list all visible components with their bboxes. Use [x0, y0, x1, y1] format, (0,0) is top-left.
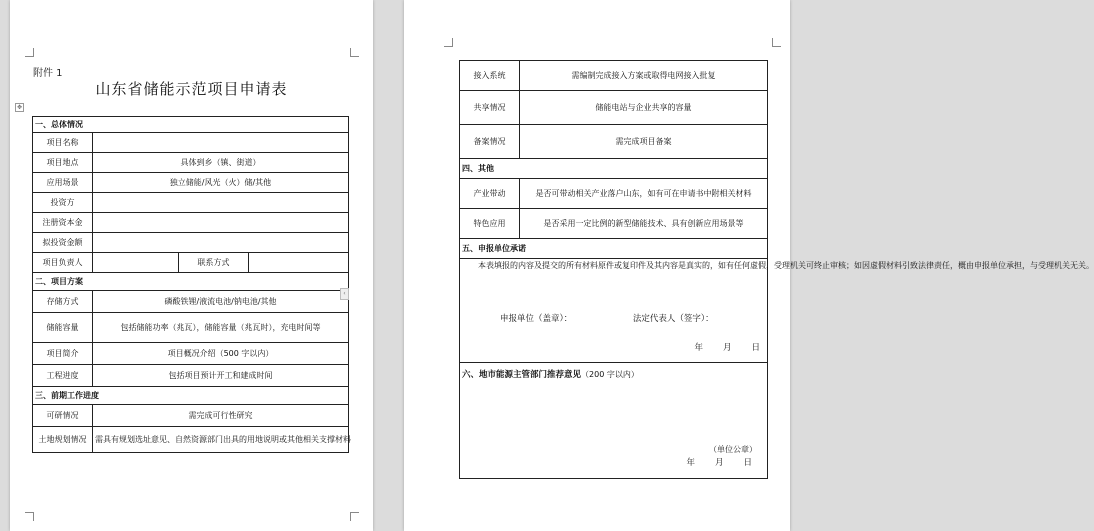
field-label: 项目负责人 [33, 253, 93, 273]
field-label: 拟投资金额 [33, 233, 93, 253]
field-label: 应用场景 [33, 173, 93, 193]
application-form-table [32, 116, 349, 453]
field-label: 储能容量 [33, 313, 93, 343]
section-heading: 三、前期工作进度 [33, 387, 349, 405]
legal-rep-signature-label: 法定代表人（签字）： [632, 314, 714, 324]
margin-corner-mark [25, 512, 34, 521]
page-splitter-handle[interactable]: ‹ [340, 288, 349, 300]
field-label: 存储方式 [33, 291, 93, 313]
margin-corner-mark [772, 38, 781, 47]
applicant-seal-label: 申报单位（盖章）： [500, 314, 573, 324]
field-value-cell[interactable]: 是否采用一定比例的新型储能技术、具有创新应用场景等 [520, 209, 768, 239]
field-label: 投资方 [33, 193, 93, 213]
document-title: 山东省储能示范项目申请表 [95, 80, 288, 98]
section-heading: 一、总体情况 [33, 117, 349, 133]
document-page-left [10, 0, 373, 531]
field-label: 注册资本金 [33, 213, 93, 233]
field-label: 工程进度 [33, 365, 93, 387]
field-value-cell[interactable]: 是否可带动相关产业落户山东，如有可在申请书中附相关材料 [520, 179, 768, 209]
field-value-cell[interactable]: 项目概况介绍（500 字以内） [93, 343, 349, 365]
field-label: 可研情况 [33, 405, 93, 427]
field-value-cell[interactable]: 独立储能/风光（火）储/其他 [93, 173, 349, 193]
field-value-cell[interactable] [93, 133, 349, 153]
field-value-cell[interactable]: 需完成可行性研究 [93, 405, 349, 427]
field-label: 项目名称 [33, 133, 93, 153]
field-value-cell[interactable]: 包括储能功率（兆瓦），储能容量（兆瓦时），充电时间等 [93, 313, 349, 343]
field-value-cell[interactable]: 需完成项目备案 [520, 125, 768, 159]
section-heading: 五、申报单位承诺 [460, 239, 768, 259]
section-heading: 六、地市能源主管部门推荐意见 [462, 370, 582, 381]
margin-corner-mark [25, 48, 34, 57]
attachment-label: 附件 1 [33, 68, 63, 79]
field-value-cell[interactable]: 包括项目预计开工和建成时间 [93, 365, 349, 387]
pledge-statement: 本表填报的内容及提交的所有材料原件或复印件及其内容是真实的，如有任何虚假，受理机关可终止审核；如因虚假材料引致法律责任，概由申报单位承担，与受理机关无关。 [460, 259, 768, 305]
application-form-table-continued [459, 60, 1094, 479]
field-value-cell[interactable] [93, 213, 349, 233]
date-field[interactable]: 年 月 日 [694, 342, 761, 353]
field-value-cell[interactable]: 储能电站与企业共享的容量 [520, 91, 768, 125]
field-value-cell[interactable]: 具体到乡（镇、街道） [93, 153, 349, 173]
margin-corner-mark [350, 512, 359, 521]
margin-corner-mark [444, 38, 453, 47]
margin-corner-mark [350, 48, 359, 57]
signature-row [460, 304, 768, 332]
field-label: 联系方式 [179, 253, 249, 273]
field-label: 土地规划情况 [33, 427, 93, 453]
field-value-cell[interactable] [93, 253, 179, 273]
date-row [460, 456, 768, 478]
field-value-cell[interactable] [93, 233, 349, 253]
recommendation-heading-row [460, 362, 768, 386]
date-field[interactable]: 年 月 日 [686, 458, 753, 468]
field-label: 接入系统 [460, 61, 520, 91]
document-page-right [404, 0, 1094, 531]
section-heading: 二、项目方案 [33, 273, 349, 291]
field-label: 项目简介 [33, 343, 93, 365]
unit-seal-label: （单位公章） [460, 442, 768, 456]
field-label: 特色应用 [460, 209, 520, 239]
field-value-cell[interactable]: 需具有规划选址意见、自然资源部门出具的用地说明或其他相关支撑材料 [93, 427, 349, 453]
field-label: 备案情况 [460, 125, 520, 159]
field-label: 共享情况 [460, 91, 520, 125]
field-value-cell[interactable] [249, 253, 349, 273]
date-row [460, 332, 768, 362]
field-label: 项目地点 [33, 153, 93, 173]
recommendation-input-area[interactable] [460, 386, 768, 442]
field-value-cell[interactable] [93, 193, 349, 213]
move-anchor-icon[interactable]: ✥ [16, 104, 23, 111]
field-value-cell[interactable]: 磷酸铁锂/液流电池/钠电池/其他 [93, 291, 349, 313]
field-label: 产业带动 [460, 179, 520, 209]
section-heading: 四、其他 [460, 159, 768, 179]
field-value-cell[interactable]: 需编制完成接入方案或取得电网接入批复 [520, 61, 768, 91]
section-note: （200 字以内） [581, 370, 639, 380]
